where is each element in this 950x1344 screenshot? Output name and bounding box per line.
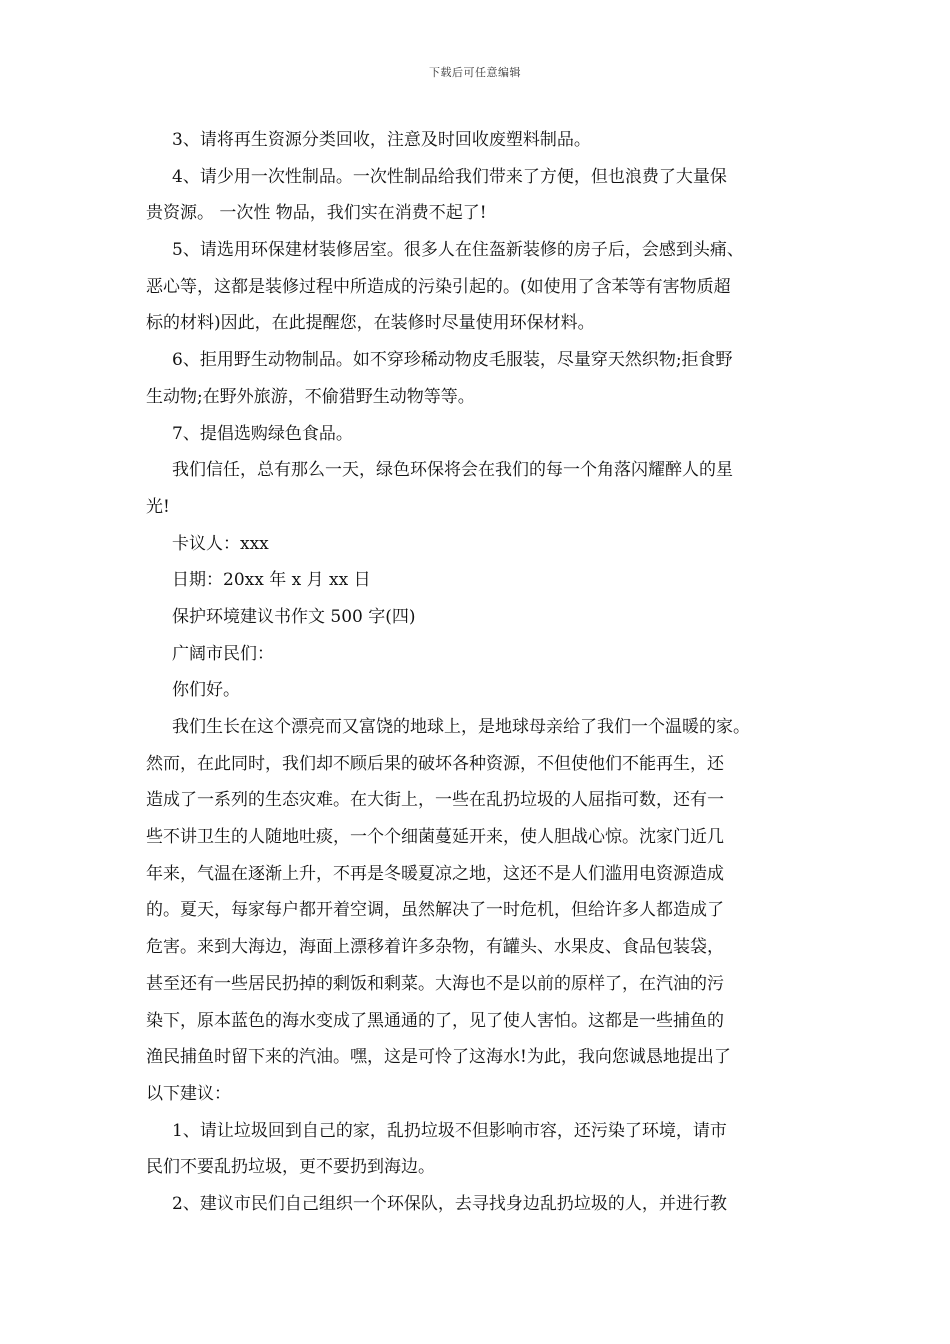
paragraph-line: 的。夏天，每家每户都开着空调，虽然解决了一时危机，但给许多人都造成了 — [146, 900, 724, 921]
paragraph-line: 以下建议： — [146, 1083, 231, 1104]
paragraph-line: 染下，原本蓝色的海水变成了黑通通的了，见了使人害怕。这都是一些捕鱼的 — [146, 1010, 724, 1031]
paragraph-line: 恶心等，这都是装修过程中所造成的污染引起的。(如使用了含苯等有害物质超 — [146, 276, 731, 297]
document-body — [146, 122, 826, 1223]
paragraph-line: 我们生长在这个漂亮而又富饶的地球上，是地球母亲给了我们一个温暖的家。 — [172, 717, 750, 737]
paragraph-line: 3、请将再生资源分类回收，注意及时回收废塑料制品。 — [172, 130, 591, 150]
paragraph-line: 6、拒用野生动物制品。如不穿珍稀动物皮毛服装，尽量穿天然织物;拒食野 — [172, 350, 733, 371]
section-title: 保护环境建议书作文 500 字(四) — [172, 606, 416, 627]
paragraph-line: 1、请让垃圾回到自己的家，乱扔垃圾不但影响市容，还污染了环境，请市 — [172, 1120, 727, 1141]
paragraph-line: 然而，在此同时，我们却不顾后果的破坏各种资源，不但使他们不能再生，还 — [146, 753, 724, 774]
paragraph-line: 危害。来到大海边，海面上漂移着许多杂物，有罐头、水果皮、食品包装袋， — [146, 937, 724, 958]
salutation: 广阔市民们： — [172, 643, 274, 664]
paragraph-line: 些不讲卫生的人随地吐痰，一个个细菌蔓延开来，使人胆战心惊。沈家门近几 — [146, 827, 724, 848]
paragraph-line: 渔民捕鱼时留下来的汽油。嘿，这是可怜了这海水!为此，我向您诚恳地提出了 — [146, 1047, 731, 1068]
paragraph-line: 贵资源。 一次性 物品，我们实在消费不起了! — [146, 203, 487, 224]
greeting: 你们好。 — [172, 680, 240, 701]
paragraph-line: 我们信任，总有那么一天，绿色环保将会在我们的每一个角落闪耀醉人的星 — [172, 460, 733, 481]
signature-line: 卡议人：xxx — [172, 533, 269, 554]
paragraph-line: 4、请少用一次性制品。一次性制品给我们带来了方便，但也浪费了大量保 — [172, 166, 727, 187]
paragraph-line: 甚至还有一些居民扔掉的剩饭和剩菜。大海也不是以前的原样了，在汽油的污 — [146, 973, 724, 994]
paragraph-line: 民们不要乱扔垃圾，更不要扔到海边。 — [146, 1157, 435, 1178]
paragraph-line: 年来，气温在逐渐上升，不再是冬暖夏凉之地，这还不是人们滥用电资源造成 — [146, 863, 724, 884]
paragraph-line: 生动物;在野外旅游，不偷猎野生动物等等。 — [146, 386, 475, 407]
paragraph-line: 5、请选用环保建材装修居室。很多人在住盔新装修的房子后，会感到头痛、 — [172, 240, 744, 261]
paragraph-line: 7、提倡选购绿色食品。 — [172, 423, 353, 444]
paragraph-line: 光! — [146, 496, 170, 517]
page-header: 下载后可任意编辑 — [429, 66, 521, 79]
paragraph-line: 标的材料)因此，在此提醒您，在装修时尽量使用环保材料。 — [146, 313, 595, 334]
date-line: 日期：20xx 年 x 月 xx 日 — [172, 570, 371, 591]
paragraph-line: 造成了一系列的生态灾难。在大街上，一些在乱扔垃圾的人屈指可数，还有一 — [146, 790, 724, 811]
paragraph-line: 2、建议市民们自己组织一个环保队，去寻找身边乱扔垃圾的人，并进行教 — [172, 1193, 727, 1214]
